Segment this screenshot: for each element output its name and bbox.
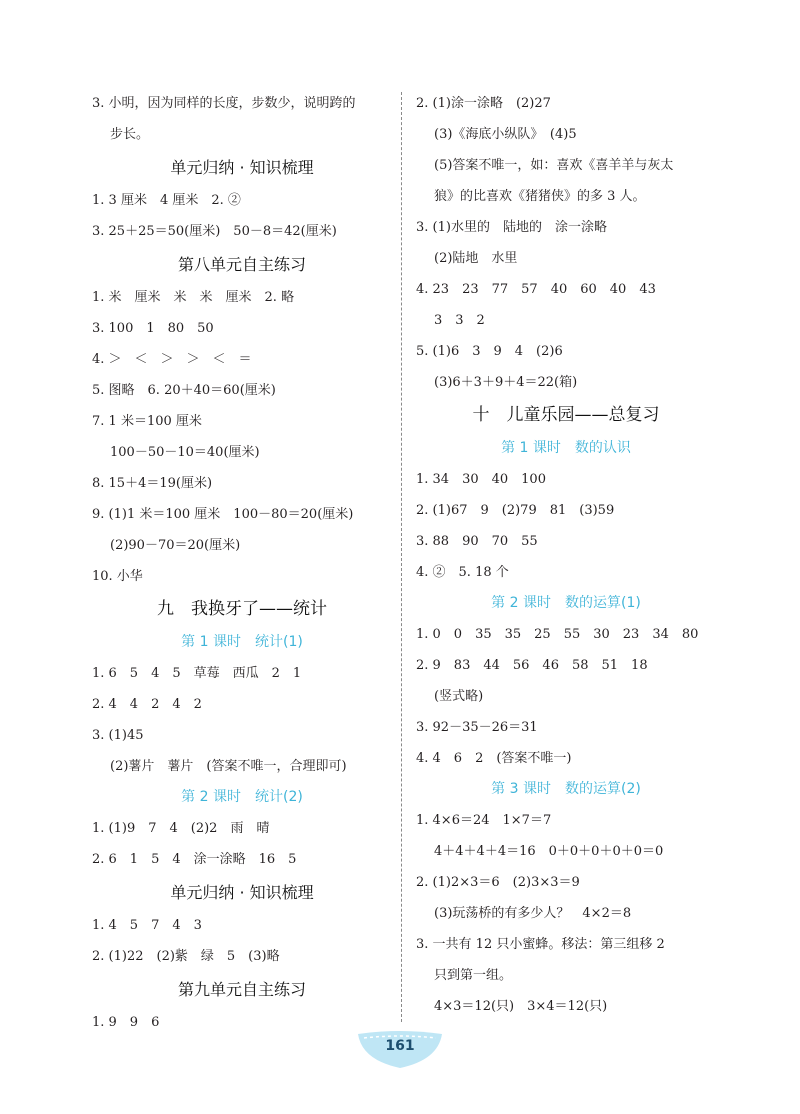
answer-line: 步长。 bbox=[110, 127, 150, 142]
answer-line: 100－50－10＝40(厘米) bbox=[110, 445, 260, 460]
answer-line: 1. 4 5 7 4 3 bbox=[92, 918, 202, 933]
answer-line: (5)答案不唯一，如：喜欢《喜羊羊与灰太 bbox=[434, 158, 674, 173]
answer-line: 1. 34 30 40 100 bbox=[416, 472, 546, 487]
answer-line: 4. 4 6 2 (答案不唯一) bbox=[416, 751, 572, 766]
answer-line: 2. 6 1 5 4 涂一涂略 16 5 bbox=[92, 852, 297, 867]
unit-heading: 单元归纳 · 知识梳理 bbox=[170, 883, 314, 902]
answer-line: 3. (1)水里的 陆地的 涂一涂略 bbox=[416, 220, 607, 235]
answer-line: 2. 4 4 2 4 2 bbox=[92, 697, 202, 712]
answer-line: 3. 小明，因为同样的长度，步数少，说明跨的 bbox=[92, 96, 356, 111]
unit-heading: 第九单元自主练习 bbox=[177, 980, 306, 999]
answer-line: 9. (1)1 米＝100 厘米 100－80＝20(厘米) bbox=[92, 507, 354, 522]
answer-line: 3. 一共有 12 只小蜜蜂。移法：第三组移 2 bbox=[416, 937, 665, 952]
answer-line: 4×3＝12(只) 3×4＝12(只) bbox=[434, 999, 608, 1014]
unit-heading: 第八单元自主练习 bbox=[177, 255, 306, 274]
chapter-heading: 十 儿童乐园——总复习 bbox=[472, 405, 660, 425]
answer-line: 3. 92－35－26＝31 bbox=[416, 720, 538, 735]
answer-line: 4. 23 23 77 57 40 60 40 43 bbox=[416, 282, 656, 297]
lesson-heading: 第 1 课时 统计(1) bbox=[181, 634, 303, 650]
answer-line: 4＋4＋4＋4＝16 0＋0＋0＋0＋0＝0 bbox=[434, 844, 664, 859]
answer-line: 1. 4×6＝24 1×7＝7 bbox=[416, 813, 552, 828]
lesson-heading: 第 3 课时 数的运算(2) bbox=[491, 781, 641, 797]
answer-line: 1. 6 5 4 5 草莓 西瓜 2 1 bbox=[92, 666, 302, 681]
answer-line: 只到第一组。 bbox=[434, 968, 513, 983]
lesson-heading: 第 1 课时 数的认识 bbox=[501, 440, 631, 456]
answer-line: 2. (1)67 9 (2)79 81 (3)59 bbox=[416, 503, 615, 518]
answer-line: 2. (1)2×3＝6 (2)3×3＝9 bbox=[416, 875, 580, 890]
answer-line: (3)《海底小纵队》 (4)5 bbox=[434, 127, 577, 142]
answer-line: (3)6＋3＋9＋4＝22(箱) bbox=[434, 375, 578, 390]
answer-line: 5. (1)6 3 9 4 (2)6 bbox=[416, 344, 563, 359]
answer-line: (2)90－70＝20(厘米) bbox=[110, 538, 241, 553]
answer-line: 5. 图略 6. 20＋40＝60(厘米) bbox=[92, 383, 276, 398]
answer-line: 2. 9 83 44 56 46 58 51 18 bbox=[416, 658, 648, 673]
answer-line: 3. 25＋25＝50(厘米) 50－8＝42(厘米) bbox=[92, 224, 337, 239]
page-number-badge bbox=[350, 1030, 450, 1070]
answer-line: 4. ② 5. 18 个 bbox=[416, 565, 509, 580]
page-number: 161 bbox=[385, 1038, 415, 1054]
answer-line: 2. (1)涂一涂略 (2)27 bbox=[416, 96, 551, 111]
answer-line: (竖式略) bbox=[434, 689, 484, 704]
answer-line: 1. 9 9 6 bbox=[92, 1015, 160, 1030]
answer-line: (2)薯片 薯片 (答案不唯一，合理即可) bbox=[110, 759, 347, 774]
answer-line: 1. (1)9 7 4 (2)2 雨 晴 bbox=[92, 821, 270, 836]
answer-line: (2)陆地 水里 bbox=[434, 251, 518, 266]
answer-line: 8. 15＋4＝19(厘米) bbox=[92, 476, 213, 491]
left-column bbox=[92, 88, 392, 1038]
answer-line: 3. 88 90 70 55 bbox=[416, 534, 538, 549]
answer-line: (3)玩荡桥的有多少人？ 4×2＝8 bbox=[434, 906, 632, 921]
column-divider bbox=[401, 92, 402, 1022]
answer-line: 狼》的比喜欢《猪猪侠》的多 3 人。 bbox=[434, 189, 646, 204]
lesson-heading: 第 2 课时 数的运算(1) bbox=[491, 595, 641, 611]
answer-line: 3. 100 1 80 50 bbox=[92, 321, 214, 336]
answer-line: 7. 1 米＝100 厘米 bbox=[92, 414, 202, 429]
answer-line: 3 3 2 bbox=[434, 313, 485, 328]
chapter-heading: 九 我换牙了——统计 bbox=[157, 599, 327, 619]
unit-heading: 单元归纳 · 知识梳理 bbox=[170, 158, 314, 177]
answer-line: 3. (1)45 bbox=[92, 728, 144, 743]
answer-line: 1. 米 厘米 米 米 厘米 2. 略 bbox=[92, 290, 295, 305]
answer-line: 2. (1)22 (2)紫 绿 5 (3)略 bbox=[92, 949, 280, 964]
answer-line: 4. ＞ ＜ ＞ ＞ ＜ ＝ bbox=[92, 352, 252, 367]
answer-line: 1. 0 0 35 35 25 55 30 23 34 80 bbox=[416, 627, 699, 642]
answer-line: 1. 3 厘米 4 厘米 2. ② bbox=[92, 193, 241, 208]
lesson-heading: 第 2 课时 统计(2) bbox=[181, 789, 303, 805]
answer-line: 10. 小华 bbox=[92, 569, 143, 584]
right-column bbox=[416, 88, 716, 1022]
